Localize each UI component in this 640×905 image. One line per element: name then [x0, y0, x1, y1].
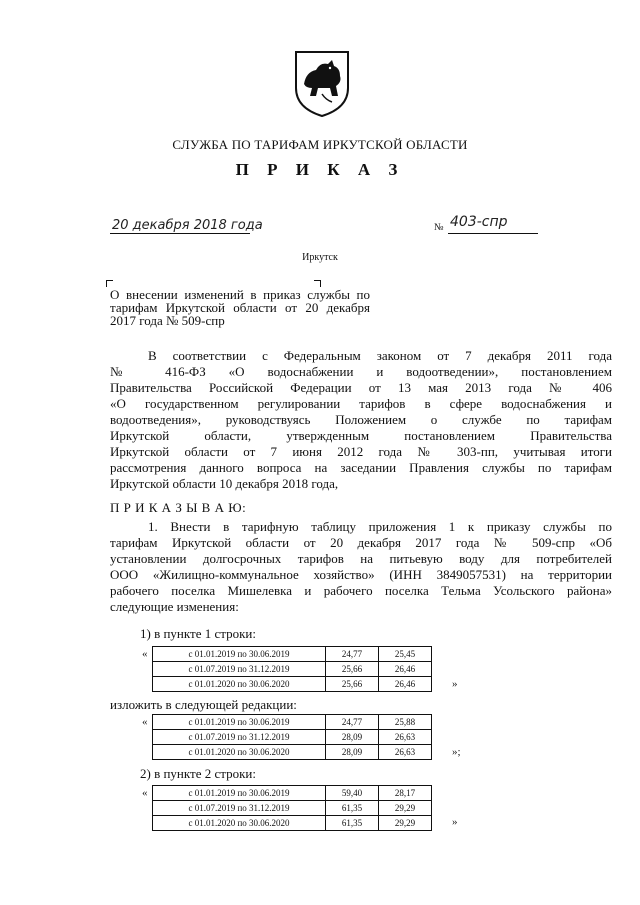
table-2 [152, 714, 432, 760]
item-1-line: установлении долгосрочных тарифов на питьевую воду для потребителей [110, 551, 612, 566]
subject-corner-right [314, 280, 321, 287]
item-1-line: следующие изменения: [110, 599, 239, 614]
table-row: с 01.01.2019 по 30.06.2019 24,77 25,45 [153, 647, 432, 662]
quote-close: » [452, 816, 458, 828]
table-row: с 01.01.2020 по 30.06.2020 28,09 26,63 [153, 745, 432, 760]
preamble-line: Иркутской области, утвержденным постановлением Правительства [110, 428, 612, 443]
quote-open: « [142, 716, 148, 728]
city-name: Иркутск [302, 252, 338, 263]
preamble-line: В соответствии с Федеральным законом от 7 декабря 2011 года [148, 348, 612, 363]
item-1-line: тарифам Иркутской области от 20 декабря 2017 года № 509-спр «Об [110, 535, 612, 550]
preamble-line: рассмотрения данного вопроса на заседании Правления службы по тарифам [110, 460, 612, 475]
item-1-line: ООО «Жилищно-коммунальное хозяйство» (ИНН 3849057531) на территории [110, 567, 612, 582]
preamble-line: № 416-ФЗ «О водоснабжении и водоотведении», постановлением [110, 364, 612, 379]
table-1 [152, 646, 432, 692]
handwritten-date: 20 декабря 2018 года [112, 218, 263, 233]
table-row: с 01.01.2019 по 30.06.2019 24,77 25,88 [153, 715, 432, 730]
quote-open: « [142, 787, 148, 799]
quote-close: » [452, 678, 458, 690]
subject-corner-left [106, 280, 113, 287]
quote-open: « [142, 648, 148, 660]
table-row: с 01.01.2020 по 30.06.2020 61,35 29,29 [153, 816, 432, 831]
table-row: с 01.01.2020 по 30.06.2020 25,66 26,46 [153, 677, 432, 692]
subitem-1-label: 1) в пункте 1 строки: [140, 626, 256, 641]
item-1-line: рабочего поселка Мишелевка и рабочего поселка Тельма Усольского района» [110, 583, 612, 598]
order-word: П Р И К А З Ы В А Ю: [110, 500, 247, 515]
table-row: с 01.07.2019 по 31.12.2019 25,66 26,46 [153, 662, 432, 677]
preamble-line: «О государственном регулировании тарифов в сфере водоснабжения и [110, 396, 612, 411]
number-underline [448, 233, 538, 234]
subitem-2-label: 2) в пункте 2 строки: [140, 766, 256, 781]
preamble [110, 348, 612, 492]
quote-close-semicolon: »; [452, 746, 461, 758]
organization-name: СЛУЖБА ПО ТАРИФАМ ИРКУТСКОЙ ОБЛАСТИ [172, 137, 468, 152]
date-underline [110, 233, 250, 234]
preamble-line: Иркутской области от 7 июня 2012 года № 303-пп, учитывая итоги [110, 444, 612, 459]
document-subject: О внесении изменений в приказ службы по тарифам Иркутской области от 20 декабря 2017 года № 509-спр [110, 287, 370, 328]
item-1-line: 1. Внести в тарифную таблицу приложения 1 к приказу службы по [148, 519, 612, 534]
document-type-title: П Р И К А З [235, 160, 405, 179]
item-1 [110, 519, 612, 615]
table-row: с 01.07.2019 по 31.12.2019 61,35 29,29 [153, 801, 432, 816]
preamble-line: водоотведения», руководствуясь Положением о службе по тарифам [110, 412, 612, 427]
edition-label: изложить в следующей редакции: [110, 697, 297, 712]
table-3 [152, 785, 432, 831]
table-row: с 01.07.2019 по 31.12.2019 28,09 26,63 [153, 730, 432, 745]
preamble-line: Правительства Российской Федерации от 13 мая 2013 года № 406 [110, 380, 612, 395]
table-row: с 01.01.2019 по 30.06.2019 59,40 28,17 [153, 786, 432, 801]
coat-of-arms-icon [292, 48, 352, 118]
handwritten-number: 403-спр [450, 214, 508, 230]
number-label: № [434, 222, 444, 233]
preamble-line: Иркутской области 10 декабря 2018 года, [110, 476, 339, 491]
